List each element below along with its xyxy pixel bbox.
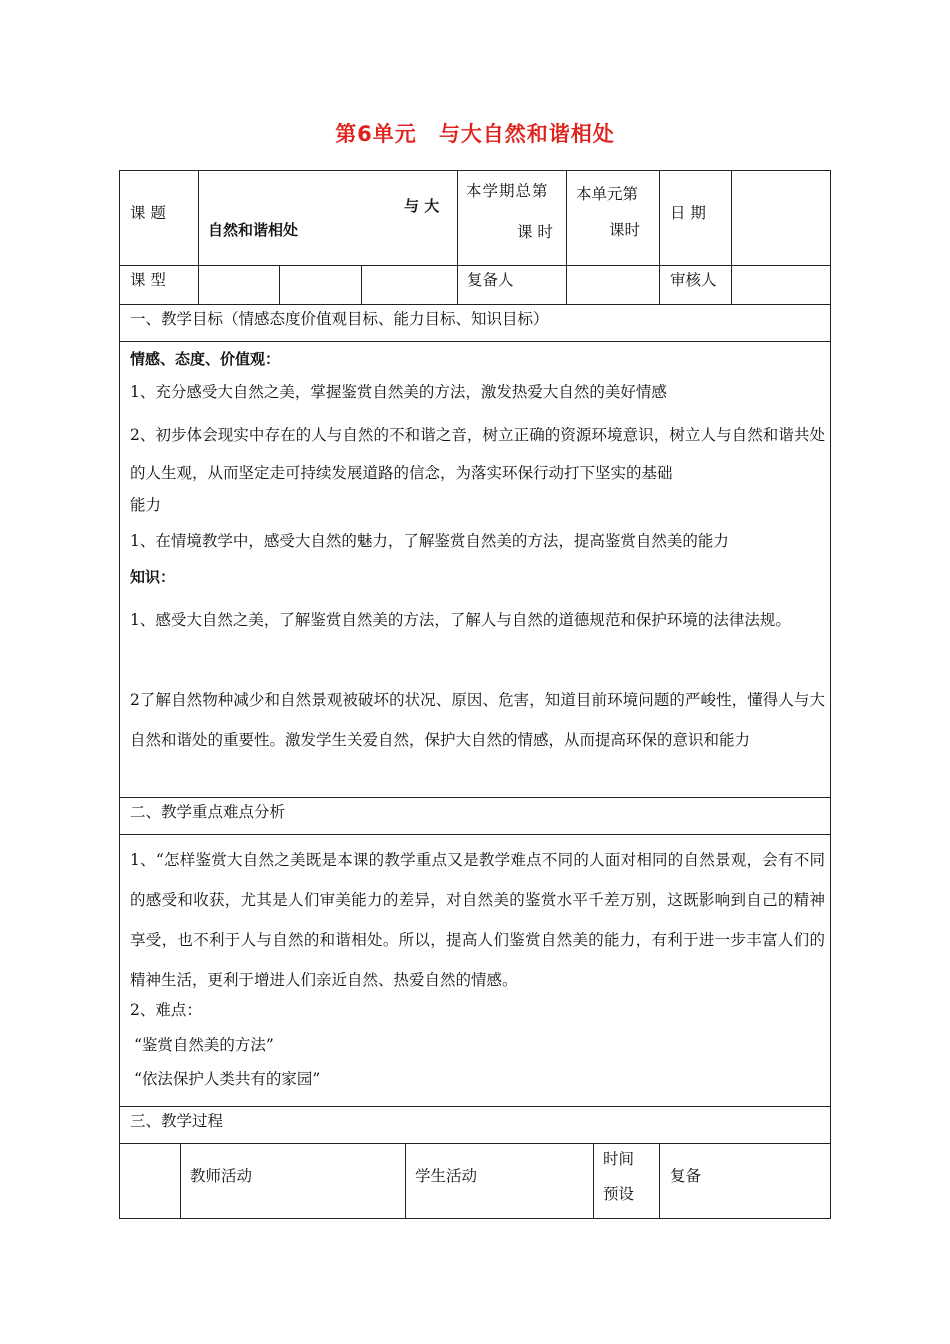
course-title-value-line2: 自然和谐相处 (208, 221, 299, 239)
knowledge-item-1: 1、感受大自然之美，了解鉴赏自然美的方法，了解人与自然的道德规范和保护环境的法律法规。 (130, 611, 791, 629)
col-prep: 复备 (670, 1167, 702, 1185)
section1-heading: 一、教学目标（情感态度价值观目标、能力目标、知识目标） (130, 310, 549, 328)
unit-lesson-unit: 课时 (609, 221, 641, 239)
section3-heading: 三、教学过程 (130, 1112, 224, 1130)
semester-lesson-unit: 课 时 (517, 223, 553, 241)
course-title-value-line1: 与 大 (404, 197, 440, 215)
section2-heading: 二、教学重点难点分析 (130, 803, 286, 821)
lesson-type-label: 课 型 (130, 271, 166, 289)
difficulty-item-2: “依法保护人类共有的家园” (134, 1070, 321, 1088)
col-time-line1: 时间 (603, 1150, 635, 1168)
emotion-heading: 情感、态度、价值观： (130, 350, 281, 368)
document-title (0, 118, 950, 148)
auditor-label: 审核人 (670, 271, 717, 289)
semester-lesson-label: 本学期总第 (466, 182, 549, 200)
col-teacher-activity: 教师活动 (190, 1167, 253, 1185)
key-point-1: 1、“怎样鉴赏大自然之美既是本课的教学重点又是教学难点不同的人面对相同的自然景观，会有不同的感受和收获，尤其是人们审美能力的差异，对自然美的鉴赏水平千差万别，这既影响到自己的精神享受，也不利于人与自然的和谐相处。所以，提高人们鉴赏自然美的能力，有利于进一步丰富人们的精神生活，更利于增进人们亲近自然、热爱自然的情感。 (130, 851, 825, 989)
knowledge-item-2: 2了解自然物种减少和自然景观被破坏的状况、原因、危害，知道目前环境问题的严峻性，懂得人与大自然和谐处的重要性。激发学生关爱自然，保护大自然的情感，从而提高环保的意识和能力 (130, 691, 825, 749)
difficulty-heading: 2、难点： (130, 1001, 202, 1019)
difficulty-item-1: “鉴赏自然美的方法” (134, 1036, 274, 1054)
course-title-label: 课 题 (130, 204, 166, 222)
emotion-item-2: 2、初步体会现实中存在的人与自然的不和谐之音，树立正确的资源环境意识，树立人与自然和谐共处的人生观，从而坚定走可持续发展道路的信念，为落实环保行动打下坚实的基础 (130, 426, 825, 482)
reviewer-prep-label: 复备人 (467, 271, 514, 289)
unit-lesson-label: 本单元第 (576, 185, 639, 203)
title-unit: 第6单元 (335, 122, 417, 146)
title-topic: 与大自然和谐相处 (438, 122, 615, 146)
date-label: 日 期 (670, 204, 706, 222)
knowledge-heading: 知识： (130, 568, 176, 586)
col-time-line2: 预设 (603, 1185, 635, 1203)
ability-heading: 能力 (130, 496, 162, 514)
emotion-item-1: 1、充分感受大自然之美，掌握鉴赏自然美的方法，激发热爱大自然的美好情感 (130, 383, 667, 401)
col-student-activity: 学生活动 (415, 1167, 478, 1185)
ability-item-1: 1、在情境教学中，感受大自然的魅力，了解鉴赏自然美的方法，提高鉴赏自然美的能力 (130, 532, 729, 550)
